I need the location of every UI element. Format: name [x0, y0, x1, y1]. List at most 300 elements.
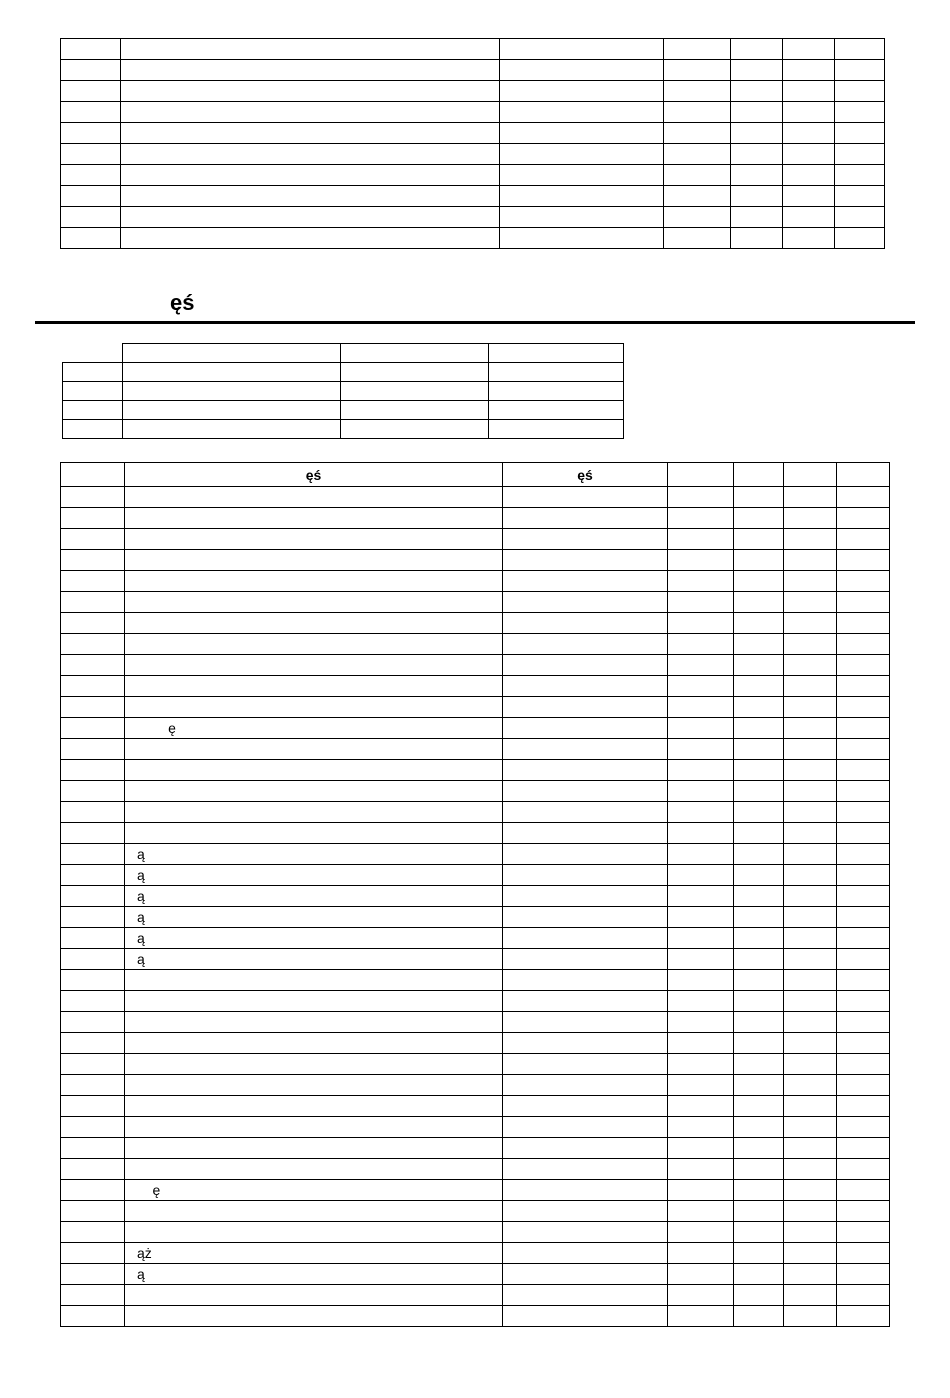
table-cell	[668, 487, 734, 508]
table-cell	[731, 165, 783, 186]
table-cell	[734, 823, 784, 844]
table-row	[63, 382, 624, 401]
table-row	[63, 420, 624, 439]
table-row	[61, 1222, 890, 1243]
table-cell	[63, 420, 123, 439]
table-row	[61, 802, 890, 823]
table-cell	[61, 81, 121, 102]
main-table	[60, 462, 890, 1327]
table-cell: ą	[125, 865, 503, 886]
table-cell	[837, 655, 890, 676]
table-cell	[734, 1201, 784, 1222]
section-divider	[35, 321, 915, 324]
table-cell	[837, 844, 890, 865]
table-row	[61, 1159, 890, 1180]
table-cell	[734, 1096, 784, 1117]
table-cell	[61, 886, 125, 907]
table-cell	[61, 144, 121, 165]
table-cell	[837, 1222, 890, 1243]
table-cell	[503, 1201, 668, 1222]
table-cell	[61, 1012, 125, 1033]
table-cell	[503, 697, 668, 718]
table-cell	[125, 592, 503, 613]
table-cell	[784, 1285, 837, 1306]
table-cell	[835, 123, 885, 144]
table-cell	[664, 81, 731, 102]
table-cell	[734, 1033, 784, 1054]
table-cell	[61, 949, 125, 970]
table-row	[61, 697, 890, 718]
table-cell	[503, 1054, 668, 1075]
table-cell: ąż	[125, 1243, 503, 1264]
table-cell	[734, 634, 784, 655]
table-cell	[121, 228, 500, 249]
table-row	[61, 970, 890, 991]
table-cell	[731, 81, 783, 102]
table-cell	[503, 949, 668, 970]
table-cell	[668, 1243, 734, 1264]
table-cell	[500, 165, 664, 186]
table-cell	[784, 1138, 837, 1159]
table-cell	[668, 781, 734, 802]
table-cell	[503, 529, 668, 550]
table-cell	[121, 207, 500, 228]
table-cell	[734, 676, 784, 697]
table-cell	[125, 676, 503, 697]
table-cell	[668, 1033, 734, 1054]
table-cell	[731, 123, 783, 144]
table-cell	[835, 60, 885, 81]
table-cell	[837, 550, 890, 571]
table-cell	[61, 186, 121, 207]
table-cell	[668, 886, 734, 907]
table-cell	[125, 1054, 503, 1075]
table-cell	[61, 613, 125, 634]
table-cell	[125, 970, 503, 991]
table-cell	[731, 207, 783, 228]
table-cell	[668, 1096, 734, 1117]
table-cell	[61, 1201, 125, 1222]
table-cell	[503, 613, 668, 634]
table-cell	[784, 844, 837, 865]
table-cell	[489, 344, 624, 363]
table-cell	[503, 676, 668, 697]
table-cell	[503, 1222, 668, 1243]
table-cell	[121, 123, 500, 144]
table-cell	[61, 739, 125, 760]
table-cell	[503, 1264, 668, 1285]
table-cell	[503, 508, 668, 529]
table-row	[61, 123, 885, 144]
table-cell	[61, 463, 125, 487]
table-cell	[668, 1306, 734, 1327]
table-cell	[783, 165, 835, 186]
table-cell	[837, 1138, 890, 1159]
table-cell	[734, 844, 784, 865]
table-cell	[734, 991, 784, 1012]
table-cell	[668, 1222, 734, 1243]
table-cell	[783, 186, 835, 207]
table-cell	[125, 1138, 503, 1159]
table-cell	[489, 420, 624, 439]
table-cell	[734, 463, 784, 487]
table-cell	[783, 102, 835, 123]
table-row	[61, 739, 890, 760]
table-cell	[837, 697, 890, 718]
table-cell	[61, 165, 121, 186]
table-cell	[500, 60, 664, 81]
table-cell	[123, 401, 341, 420]
table-cell	[503, 886, 668, 907]
table-cell	[837, 928, 890, 949]
table-cell	[341, 363, 489, 382]
table-cell	[121, 165, 500, 186]
table-row	[61, 844, 890, 865]
table-cell	[125, 1096, 503, 1117]
table-cell	[784, 1243, 837, 1264]
table-cell	[668, 1075, 734, 1096]
table-cell	[783, 123, 835, 144]
table-cell	[837, 886, 890, 907]
table-row	[61, 718, 890, 739]
table-cell	[503, 802, 668, 823]
table-row	[61, 186, 885, 207]
table-row	[61, 928, 890, 949]
table-cell	[837, 1243, 890, 1264]
table-cell	[837, 1159, 890, 1180]
table-cell	[668, 1138, 734, 1159]
table-row	[61, 676, 890, 697]
table-cell	[784, 907, 837, 928]
table-cell	[125, 1306, 503, 1327]
table-cell	[123, 382, 341, 401]
table-cell	[734, 1180, 784, 1201]
table-cell	[125, 802, 503, 823]
table-cell	[125, 1033, 503, 1054]
table-cell	[784, 1012, 837, 1033]
table-cell	[668, 571, 734, 592]
table-cell	[837, 1201, 890, 1222]
summary-table	[62, 343, 624, 439]
table-cell	[734, 760, 784, 781]
table-cell	[835, 144, 885, 165]
table-row	[61, 949, 890, 970]
table-row	[61, 1033, 890, 1054]
table-cell	[125, 550, 503, 571]
table-cell	[125, 571, 503, 592]
table-cell	[784, 655, 837, 676]
table-cell	[61, 1075, 125, 1096]
table-cell	[125, 991, 503, 1012]
table-cell	[61, 228, 121, 249]
table-row	[61, 207, 885, 228]
table-cell	[784, 823, 837, 844]
table-cell	[731, 144, 783, 165]
table-cell	[668, 1201, 734, 1222]
table-row	[61, 634, 890, 655]
table-cell	[734, 655, 784, 676]
table-cell	[125, 487, 503, 508]
table-row	[61, 1201, 890, 1222]
table-cell	[61, 1243, 125, 1264]
table-cell	[837, 1306, 890, 1327]
table-cell	[503, 970, 668, 991]
table-cell	[664, 123, 731, 144]
table-cell	[835, 207, 885, 228]
table-cell	[837, 991, 890, 1012]
table-cell	[668, 739, 734, 760]
table-cell	[61, 928, 125, 949]
table-cell	[734, 865, 784, 886]
table-cell	[121, 81, 500, 102]
table-cell	[783, 144, 835, 165]
table-cell	[125, 697, 503, 718]
table-cell	[784, 886, 837, 907]
table-cell	[784, 991, 837, 1012]
table-cell	[61, 1264, 125, 1285]
table-cell	[61, 571, 125, 592]
table-cell	[835, 39, 885, 60]
table-cell	[835, 228, 885, 249]
table-cell	[784, 718, 837, 739]
table-cell	[668, 613, 734, 634]
table-cell	[489, 382, 624, 401]
table-row	[61, 1285, 890, 1306]
table-cell	[503, 823, 668, 844]
table-cell	[125, 1222, 503, 1243]
table-row	[61, 81, 885, 102]
table-cell	[668, 529, 734, 550]
table-cell	[503, 718, 668, 739]
table-cell	[61, 1306, 125, 1327]
table-cell	[341, 344, 489, 363]
table-cell	[125, 529, 503, 550]
table-cell	[503, 1096, 668, 1117]
table-row	[61, 1138, 890, 1159]
table-cell	[63, 401, 123, 420]
table-cell	[500, 228, 664, 249]
table-cell	[734, 1243, 784, 1264]
table-cell	[668, 823, 734, 844]
table-cell	[503, 739, 668, 760]
table-cell	[784, 739, 837, 760]
table-cell	[668, 718, 734, 739]
table-cell	[121, 39, 500, 60]
table-row	[61, 102, 885, 123]
table-cell	[664, 165, 731, 186]
table-cell	[837, 970, 890, 991]
table-cell	[734, 697, 784, 718]
table-row	[61, 1012, 890, 1033]
table-cell	[61, 991, 125, 1012]
table-cell: ę	[125, 1180, 503, 1201]
table-cell	[61, 781, 125, 802]
table-cell	[734, 886, 784, 907]
table-row	[61, 550, 890, 571]
table-cell	[784, 1180, 837, 1201]
table-cell	[503, 592, 668, 613]
table-cell: ęś	[503, 463, 668, 487]
table-cell	[61, 655, 125, 676]
table-cell	[668, 634, 734, 655]
table-row	[61, 529, 890, 550]
table-cell	[61, 1096, 125, 1117]
table-cell	[734, 907, 784, 928]
table-cell	[125, 1012, 503, 1033]
table-cell	[121, 102, 500, 123]
table-cell	[784, 487, 837, 508]
table-cell	[784, 463, 837, 487]
table-cell	[784, 550, 837, 571]
table-cell	[731, 228, 783, 249]
table-row	[61, 165, 885, 186]
table-cell	[784, 697, 837, 718]
table-cell	[668, 676, 734, 697]
table-cell	[61, 718, 125, 739]
table-cell	[664, 207, 731, 228]
table-cell	[784, 1222, 837, 1243]
table-cell	[668, 1159, 734, 1180]
table-cell	[734, 781, 784, 802]
table-cell	[503, 1243, 668, 1264]
table-cell	[125, 823, 503, 844]
table-cell	[668, 760, 734, 781]
table-cell	[500, 81, 664, 102]
table-cell	[734, 970, 784, 991]
table-cell	[734, 571, 784, 592]
table-cell	[123, 344, 341, 363]
table-cell	[731, 186, 783, 207]
table-cell	[784, 613, 837, 634]
table-cell	[837, 823, 890, 844]
table-cell	[503, 634, 668, 655]
table-cell	[503, 928, 668, 949]
table-cell	[668, 949, 734, 970]
table-cell	[837, 1180, 890, 1201]
table-cell	[503, 1033, 668, 1054]
table-cell	[61, 1117, 125, 1138]
table-cell	[783, 39, 835, 60]
table-cell: ą	[125, 928, 503, 949]
table-cell	[125, 760, 503, 781]
table-cell	[837, 739, 890, 760]
table-row	[61, 1306, 890, 1327]
table-cell	[341, 401, 489, 420]
table-row	[61, 1075, 890, 1096]
table-cell: ą	[125, 1264, 503, 1285]
table-cell	[61, 907, 125, 928]
table-cell	[489, 363, 624, 382]
table-cell	[835, 81, 885, 102]
table-cell	[835, 102, 885, 123]
table-cell	[503, 1138, 668, 1159]
table-cell	[734, 1159, 784, 1180]
table-cell	[61, 823, 125, 844]
table-cell	[61, 508, 125, 529]
table-cell	[668, 655, 734, 676]
table-row	[61, 592, 890, 613]
table-cell	[61, 102, 121, 123]
table-cell	[837, 949, 890, 970]
table-cell	[61, 844, 125, 865]
table-cell	[668, 802, 734, 823]
table-cell	[61, 123, 121, 144]
table-cell	[837, 571, 890, 592]
table-row	[61, 571, 890, 592]
table-cell	[734, 739, 784, 760]
table-cell	[668, 508, 734, 529]
table-row	[61, 228, 885, 249]
table-cell	[837, 802, 890, 823]
table-cell	[837, 1075, 890, 1096]
table-cell	[734, 718, 784, 739]
top-table-body	[61, 39, 885, 249]
table-cell	[668, 1285, 734, 1306]
table-cell	[123, 420, 341, 439]
table-row	[63, 363, 624, 382]
table-cell	[835, 165, 885, 186]
table-cell	[784, 1264, 837, 1285]
table-cell	[61, 760, 125, 781]
table-cell	[125, 1201, 503, 1222]
table-cell: ą	[125, 844, 503, 865]
table-cell	[121, 186, 500, 207]
table-cell	[837, 1117, 890, 1138]
summary-table-body	[63, 344, 624, 439]
table-cell	[734, 1222, 784, 1243]
table-cell	[835, 186, 885, 207]
table-cell	[734, 1306, 784, 1327]
table-cell	[734, 1117, 784, 1138]
table-cell	[784, 949, 837, 970]
table-cell	[784, 1033, 837, 1054]
table-cell	[784, 571, 837, 592]
table-cell	[668, 991, 734, 1012]
table-cell	[784, 508, 837, 529]
table-cell	[503, 1285, 668, 1306]
table-cell	[61, 592, 125, 613]
table-cell	[61, 634, 125, 655]
table-cell	[837, 1264, 890, 1285]
table-cell	[784, 1117, 837, 1138]
table-cell	[837, 1096, 890, 1117]
table-cell	[837, 781, 890, 802]
table-cell	[664, 186, 731, 207]
table-cell	[784, 1096, 837, 1117]
table-cell	[61, 487, 125, 508]
table-cell	[503, 760, 668, 781]
table-row	[61, 1264, 890, 1285]
table-cell	[734, 529, 784, 550]
table-cell	[784, 676, 837, 697]
table-cell	[668, 592, 734, 613]
table-cell	[783, 60, 835, 81]
table-cell	[61, 970, 125, 991]
table-row	[61, 1054, 890, 1075]
top-table	[60, 38, 885, 249]
section-title: ęś	[170, 290, 195, 315]
table-cell	[125, 1075, 503, 1096]
table-cell	[837, 865, 890, 886]
table-cell	[503, 1159, 668, 1180]
table-row	[61, 886, 890, 907]
table-row	[61, 60, 885, 81]
table-cell	[783, 207, 835, 228]
table-cell	[784, 1159, 837, 1180]
table-cell: ą	[125, 949, 503, 970]
table-cell	[837, 718, 890, 739]
table-cell	[668, 907, 734, 928]
